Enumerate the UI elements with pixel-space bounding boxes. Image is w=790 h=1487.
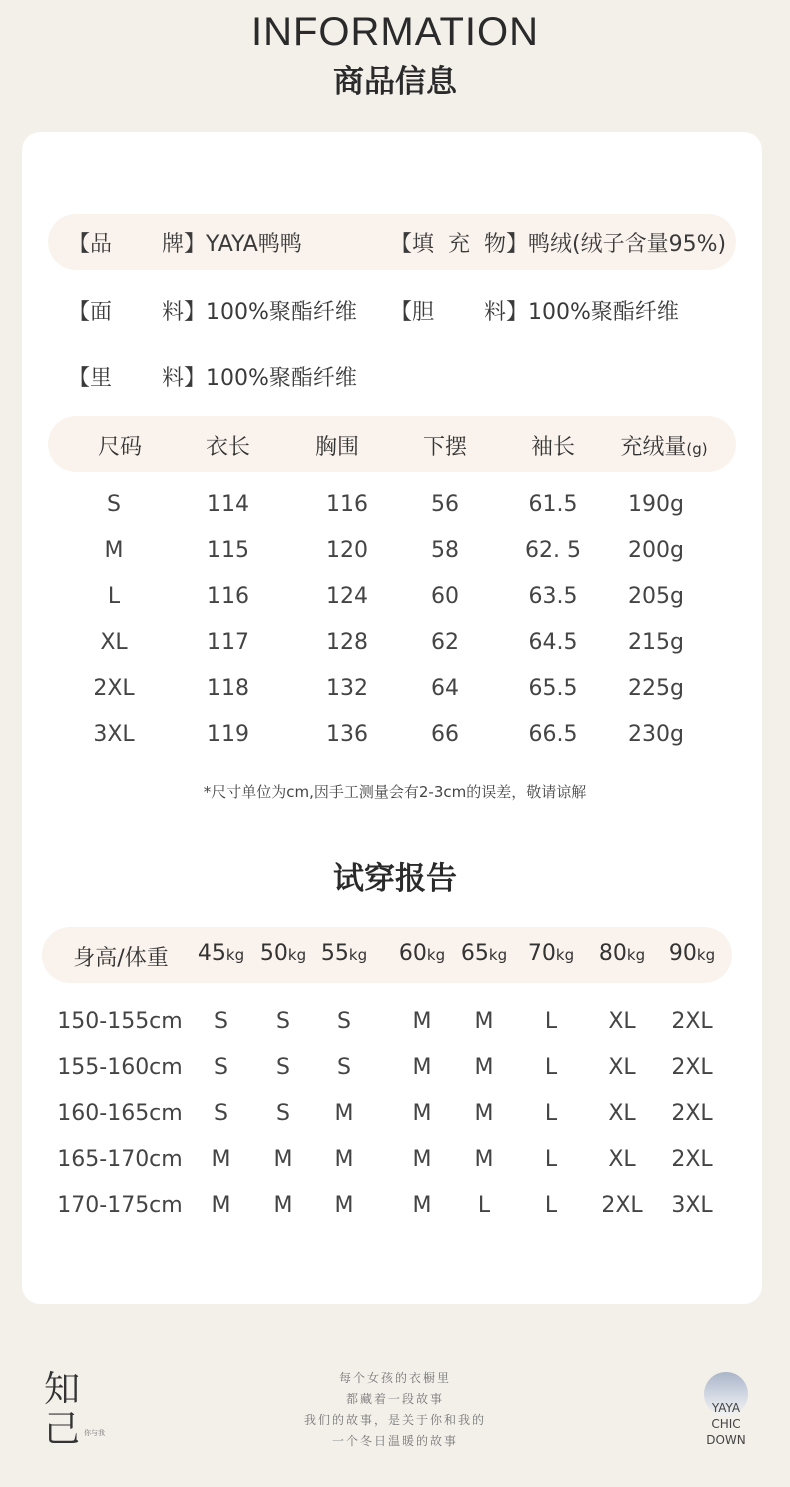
size-cell: 200g (628, 538, 684, 563)
weight-header (186, 941, 256, 966)
weight-header (657, 941, 727, 966)
lining-label-b: 料】 (483, 300, 528, 325)
weight-unit: kg (225, 946, 245, 964)
fit-size-cell: M (474, 1101, 494, 1126)
size-cell: 118 (207, 676, 249, 701)
weight-header (309, 941, 379, 966)
weight-value: 55 (320, 941, 349, 966)
fit-size-cell: M (334, 1193, 354, 1218)
size-cell: 61.5 (528, 492, 578, 517)
weight-value: 45 (197, 941, 226, 966)
fit-size-cell: M (412, 1101, 432, 1126)
fit-size-cell: M (474, 1055, 494, 1080)
brand-value: YAYA鸭鸭 (206, 232, 302, 257)
size-cell: 117 (207, 630, 249, 655)
weight-value: 60 (398, 941, 427, 966)
fit-size-cell: M (273, 1147, 293, 1172)
size-cell: XL (100, 630, 128, 655)
slogan-line-3: 我们的故事，是关于你和我的 (303, 1413, 486, 1427)
size-cell: 190g (628, 492, 684, 517)
logo-char-1: 知 (44, 1369, 81, 1410)
inner-label-a: 【里 (68, 366, 113, 391)
weight-unit: kg (426, 946, 446, 964)
weight-unit: kg (555, 946, 575, 964)
filling-value: 鸭绒(绒子含量95%) (528, 232, 727, 257)
logo-small-text: 你与我 (84, 1429, 105, 1437)
brand-line-1: YAYA (711, 1401, 741, 1415)
fit-size-cell: 2XL (671, 1147, 713, 1172)
size-cell: 62 (431, 630, 459, 655)
weight-unit: kg (287, 946, 307, 964)
fit-size-cell: M (412, 1193, 432, 1218)
fit-size-cell: XL (608, 1009, 636, 1034)
fabric-label-b: 料】 (161, 300, 206, 325)
fit-size-cell: S (214, 1055, 228, 1080)
inner-value: 100%聚酯纤维 (206, 366, 357, 391)
fit-height: 150-155cm (57, 1009, 183, 1034)
size-header-5-unit: (g) (686, 440, 708, 458)
size-cell: 65.5 (528, 676, 578, 701)
fit-report-title: 试穿报告 (333, 861, 457, 897)
weight-unit: kg (626, 946, 646, 964)
slogan-line-2: 都藏着一段故事 (345, 1392, 444, 1406)
lining-value: 100%聚酯纤维 (528, 300, 679, 325)
fit-size-cell: M (474, 1147, 494, 1172)
logo-zhiji (44, 1370, 80, 1450)
fit-size-cell: M (273, 1193, 293, 1218)
size-header-5-label: 充绒量 (620, 435, 687, 460)
size-cell: 230g (628, 722, 684, 747)
size-cell: 64 (431, 676, 459, 701)
size-cell: 205g (628, 584, 684, 609)
size-cell: 119 (207, 722, 249, 747)
fit-size-cell: S (276, 1055, 290, 1080)
size-cell: 60 (431, 584, 459, 609)
weight-header (516, 941, 586, 966)
brand-label-a: 【品 (68, 232, 113, 257)
size-header-0: 尺码 (97, 435, 142, 460)
filling-label-b: 充 (447, 232, 470, 257)
size-cell: 116 (326, 492, 368, 517)
weight-header (387, 941, 457, 966)
filling-label-a: 【填 (390, 232, 435, 257)
filling-label-c: 物】 (483, 232, 528, 257)
weight-value: 50 (259, 941, 288, 966)
fit-size-cell: M (334, 1101, 354, 1126)
fit-size-cell: 2XL (601, 1193, 643, 1218)
size-cell: 3XL (93, 722, 135, 747)
fabric-label-a: 【面 (68, 300, 113, 325)
size-note: *尺寸单位为cm,因手工测量会有2-3cm的误差，敬请谅解 (203, 783, 587, 801)
size-cell: 136 (326, 722, 368, 747)
size-cell: M (104, 538, 124, 563)
filling-row (390, 227, 726, 258)
size-cell: 215g (628, 630, 684, 655)
fit-size-cell: L (477, 1193, 491, 1218)
fit-size-cell: XL (608, 1055, 636, 1080)
weight-unit: kg (348, 946, 368, 964)
size-cell: 124 (326, 584, 368, 609)
weight-value: 70 (527, 941, 556, 966)
fit-size-cell: M (412, 1147, 432, 1172)
size-cell: 66 (431, 722, 459, 747)
brand-label-b: 牌】 (161, 232, 206, 257)
size-cell: 116 (207, 584, 249, 609)
fit-size-cell: S (214, 1101, 228, 1126)
size-header-2: 胸围 (314, 435, 359, 460)
size-cell: 120 (326, 538, 368, 563)
size-cell: 115 (207, 538, 249, 563)
fit-size-cell: XL (608, 1147, 636, 1172)
footer-slogan (290, 1368, 500, 1452)
brand-row (68, 227, 302, 258)
size-cell: 114 (207, 492, 249, 517)
fit-size-cell: S (337, 1009, 351, 1034)
fabric-row (68, 295, 357, 326)
fit-size-cell: M (334, 1147, 354, 1172)
brand-line-2: CHIC (711, 1417, 741, 1431)
fit-size-cell: S (276, 1009, 290, 1034)
fit-size-cell: L (544, 1193, 558, 1218)
size-header-4: 袖长 (530, 435, 575, 460)
size-header-3: 下摆 (422, 435, 467, 460)
inner-row (68, 361, 357, 392)
weight-unit: kg (696, 946, 716, 964)
size-cell: 2XL (93, 676, 135, 701)
size-cell: 58 (431, 538, 459, 563)
weight-value: 90 (668, 941, 697, 966)
slogan-line-4: 一个冬日温暖的故事 (331, 1434, 458, 1448)
fit-size-cell: L (544, 1101, 558, 1126)
lining-label-a: 【胆 (390, 300, 435, 325)
fit-size-cell: XL (608, 1101, 636, 1126)
fit-size-cell: M (412, 1055, 432, 1080)
fit-size-cell: L (544, 1055, 558, 1080)
size-cell: 56 (431, 492, 459, 517)
size-header-5 (604, 430, 724, 461)
fit-height: 165-170cm (57, 1147, 183, 1172)
fit-size-cell: 2XL (671, 1101, 713, 1126)
fit-size-cell: 3XL (671, 1193, 713, 1218)
fit-size-cell: S (214, 1009, 228, 1034)
fit-height: 160-165cm (57, 1101, 183, 1126)
brand-line-3: DOWN (706, 1433, 746, 1447)
size-cell: 64.5 (528, 630, 578, 655)
fit-header-label: 身高/体重 (73, 946, 169, 971)
fit-size-cell: 2XL (671, 1009, 713, 1034)
fabric-value: 100%聚酯纤维 (206, 300, 357, 325)
fit-size-cell: M (211, 1193, 231, 1218)
fit-size-cell: M (211, 1147, 231, 1172)
size-cell: L (107, 584, 121, 609)
fit-height: 170-175cm (57, 1193, 183, 1218)
fit-size-cell: 2XL (671, 1055, 713, 1080)
size-cell: S (107, 492, 121, 517)
size-header-1: 衣长 (205, 435, 250, 460)
weight-header (248, 941, 318, 966)
weight-unit: kg (488, 946, 508, 964)
weight-value: 65 (460, 941, 489, 966)
lining-row (390, 295, 679, 326)
size-cell: 225g (628, 676, 684, 701)
weight-header (587, 941, 657, 966)
inner-label-b: 料】 (161, 366, 206, 391)
fit-size-cell: S (337, 1055, 351, 1080)
logo-char-2: 己 (44, 1409, 81, 1450)
size-cell: 62. 5 (525, 538, 581, 563)
page-title-en: INFORMATION (250, 10, 539, 54)
fit-size-cell: M (474, 1009, 494, 1034)
fit-size-cell: S (276, 1101, 290, 1126)
size-cell: 66.5 (528, 722, 578, 747)
fit-size-cell: L (544, 1009, 558, 1034)
weight-header (449, 941, 519, 966)
fit-size-cell: L (544, 1147, 558, 1172)
size-cell: 63.5 (528, 584, 578, 609)
fit-size-cell: M (412, 1009, 432, 1034)
brand-mark (690, 1400, 762, 1448)
fit-height: 155-160cm (57, 1055, 183, 1080)
size-cell: 132 (326, 676, 368, 701)
size-cell: 128 (326, 630, 368, 655)
slogan-line-1: 每个女孩的衣橱里 (338, 1371, 451, 1385)
weight-value: 80 (598, 941, 627, 966)
page-title-cn: 商品信息 (333, 64, 457, 100)
